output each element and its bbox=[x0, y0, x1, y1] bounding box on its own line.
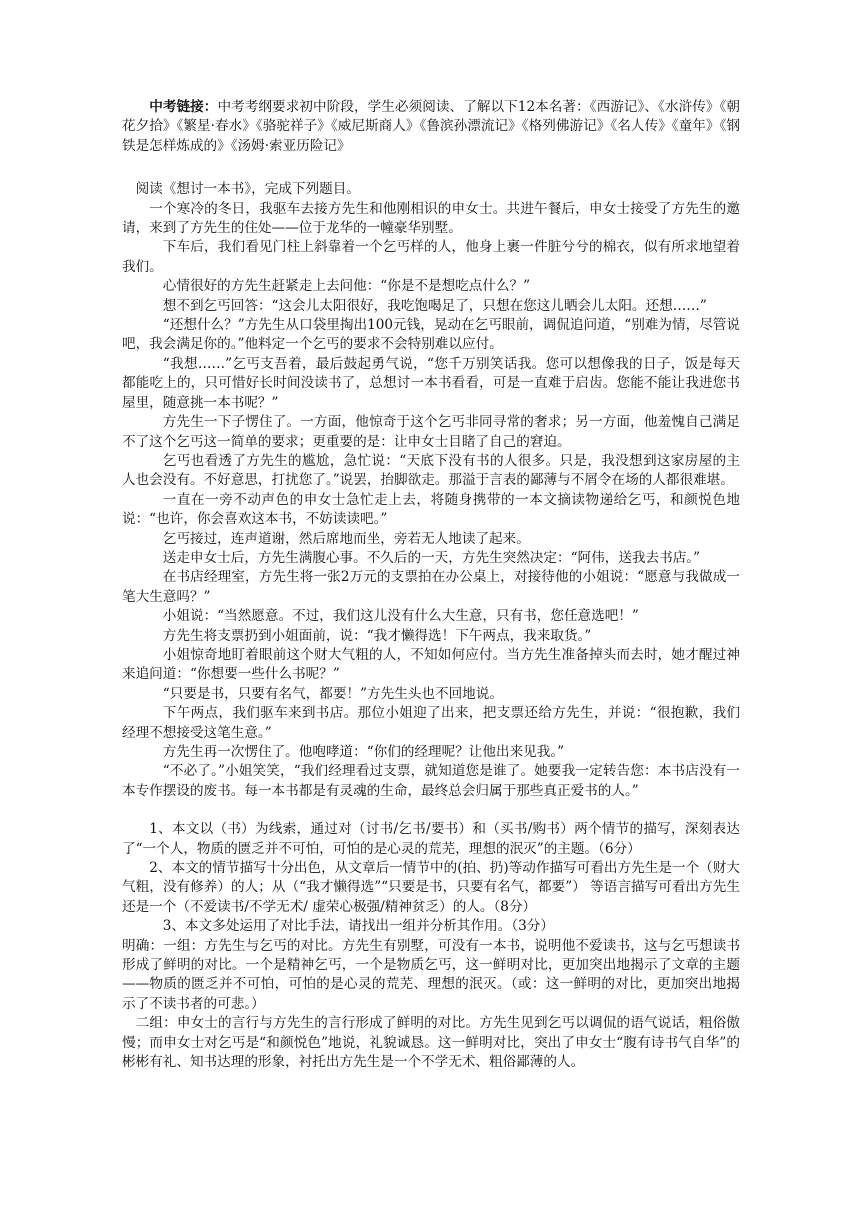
exam-link-paragraph bbox=[122, 98, 740, 156]
story-paragraph: “还想什么？”方先生从口袋里掏出100元钱，晃动在乞丐眼前，调侃追问道，“别难为情，尽管说吧，我会满足你的。”他料定一个乞丐的要求不会特别难以应付。 bbox=[122, 317, 740, 353]
story-paragraph: “我想……”乞丐支吾着，最后鼓起勇气说，“您千万别笑话我。您可以想像我的日子，饭是每天都能吃上的，只可惜好长时间没读书了，总想讨一本书看看，可是一直难于启齿。您能不能让我进您书屋里，随意挑一本书呢？” bbox=[122, 355, 740, 411]
question-item: 1、本文以（书）为线索，通过对（讨书/乞书/要书）和（买书/购书）两个情节的描写，深刻表达了“一个人，物质的匮乏并不可怕，可怕的是心灵的荒芜，理想的泯灭”的主题。（6分） bbox=[122, 821, 740, 857]
answers-section bbox=[122, 937, 740, 1073]
story-paragraph: 在书店经理室，方先生将一张2万元的支票拍在办公桌上，对接待他的小姐说：“愿意与我做成一笔大生意吗？” bbox=[122, 569, 740, 605]
story-paragraph: 方先生一下子愣住了。一方面，他惊奇于这个乞丐非同寻常的奢求；另一方面，他羞愧自己满足不了这个乞丐这一简单的要求；更重要的是：让申女士目睹了自己的窘迫。 bbox=[122, 414, 740, 450]
story-paragraph: 想不到乞丐回答：“这会儿太阳很好，我吃饱喝足了，只想在您这儿晒会儿太阳。还想……” bbox=[162, 297, 707, 314]
story-body bbox=[122, 200, 740, 802]
reading-instruction: 阅读《想讨一本书》，完成下列题目。 bbox=[135, 181, 360, 198]
story-paragraph: 一直在一旁不动声色的申女士急忙走上去，将随身携带的一本文摘读物递给乞丐，和颜悦色地说：“也许，你会喜欢这本书，不妨读读吧。” bbox=[122, 491, 740, 528]
story-paragraph: 小姐惊奇地盯着眼前这个财大气粗的人，不知如何应付。当方先生准备掉头而去时，她才醒过神来追问道：“你想要一些什么书呢？” bbox=[122, 646, 740, 683]
story-paragraph: 方先生将支票扔到小姐面前，说：“我才懒得选！下午两点，我来取货。” bbox=[162, 627, 592, 644]
story-paragraph: 乞丐也看透了方先生的尴尬，急忙说：“天底下没有书的人很多。只是，我没想到这家房屋的主人也会没有。不好意思，打扰您了。”说罢，抬脚欲走。那溢于言表的鄙薄与不屑令在场的人都很难堪。 bbox=[122, 452, 740, 489]
story-paragraph: “不必了。”小姐笑笑，“我们经理看过支票，就知道您是谁了。她要我一定转告您：本书店没有一本专作摆设的废书。每一本书都是有灵魂的生命，最终总会归属于那些真正爱书的人。” bbox=[122, 763, 740, 799]
spacer bbox=[122, 801, 740, 820]
question-item: 3、本文多处运用了对比手法，请找出一组并分析其作用。（3分） bbox=[162, 918, 554, 935]
story-paragraph: 下车后，我们看见门柱上斜靠着一个乞丐样的人，他身上裹一件脏兮兮的棉衣，似有所求地望着我们。 bbox=[122, 239, 740, 275]
story-paragraph: 下午两点，我们驱车来到书店。那位小姐迎了出来，把支票还给方先生，并说：“很抱歉，我们经理不想接受这笔生意。” bbox=[122, 705, 740, 741]
exam-link-text: 中考考纲要求初中阶段，学生必须阅读、了解以下12本名著：《西游记》、《水浒传》《朝花夕拾》《繁星·春水》《骆驼祥子》《威尼斯商人》《鲁滨孙漂流记》《格列佛游记》《名人传》《童年》《钢铁是怎样炼成的》《汤姆·索亚历险记》 bbox=[122, 99, 740, 154]
story-paragraph: 送走申女士后，方先生满腹心事。不久后的一天，方先生突然决定：“阿伟，送我去书店。” bbox=[162, 549, 701, 566]
document-page bbox=[122, 98, 740, 1073]
story-paragraph: 乞丐接过，连声道谢，然后席地而坐，旁若无人地读了起来。 bbox=[162, 530, 530, 547]
story-paragraph: 小姐说：“当然愿意。不过，我们这儿没有什么大生意，只有书，您任意选吧！” bbox=[162, 608, 639, 625]
story-paragraph: “只要是书，只要有名气，都要！”方先生头也不回地说。 bbox=[162, 685, 503, 702]
question-item: 2、本文的情节描写十分出色，从文章后一情节中的(拍、扔)等动作描写可看出方先生是一个（财大气粗，没有修养）的人；从（“我才懒得选”“只要是书，只要有名气，都要”） 等语言描写可看出方先生还是一个（不爱读书/不学无术/ 虚荣心极强/精神贫乏）的人。（8分） bbox=[122, 860, 740, 915]
answer-item: 明确：一组：方先生与乞丐的对比。方先生有别墅，可没有一本书，说明他不爱读书，这与乞丐想读书形成了鲜明的对比。一个是精神乞丐，一个是物质乞丐，这一鲜明对比，更加突出地揭示了文章的主题——物质的匮乏并不可怕，可怕的是心灵的荒芜、理想的泯灭。（或：这一鲜明的对比，更加突出地揭示了不读书者的可悲。） bbox=[122, 937, 740, 1012]
story-paragraph: 方先生再一次愣住了。他咆哮道：“你们的经理呢？让他出来见我。” bbox=[162, 744, 565, 760]
questions-section bbox=[122, 820, 740, 936]
story-paragraph: 一个寒冷的冬日，我驱车去接方先生和他刚相识的申女士。共进午餐后，申女士接受了方先生的邀请，来到了方先生的住处——位于龙华的一幢豪华别墅。 bbox=[122, 200, 740, 237]
exam-link-label: 中考链接： bbox=[149, 99, 218, 115]
story-paragraph: 心情很好的方先生赶紧走上去问他：“你是不是想吃点什么？” bbox=[162, 278, 531, 295]
answer-item: 二组：申女士的言行与方先生的言行形成了鲜明的对比。方先生见到乞丐以调侃的语气说话，粗俗傲慢；而申女士对乞丐是“和颜悦色”地说，礼貌诚恳。这一鲜明对比，突出了申女士“腹有诗书气自华”的彬彬有礼、知书达理的形象，衬托出方先生是一个不学无术、粗俗鄙薄的人。 bbox=[122, 1015, 740, 1071]
spacer bbox=[122, 156, 740, 180]
